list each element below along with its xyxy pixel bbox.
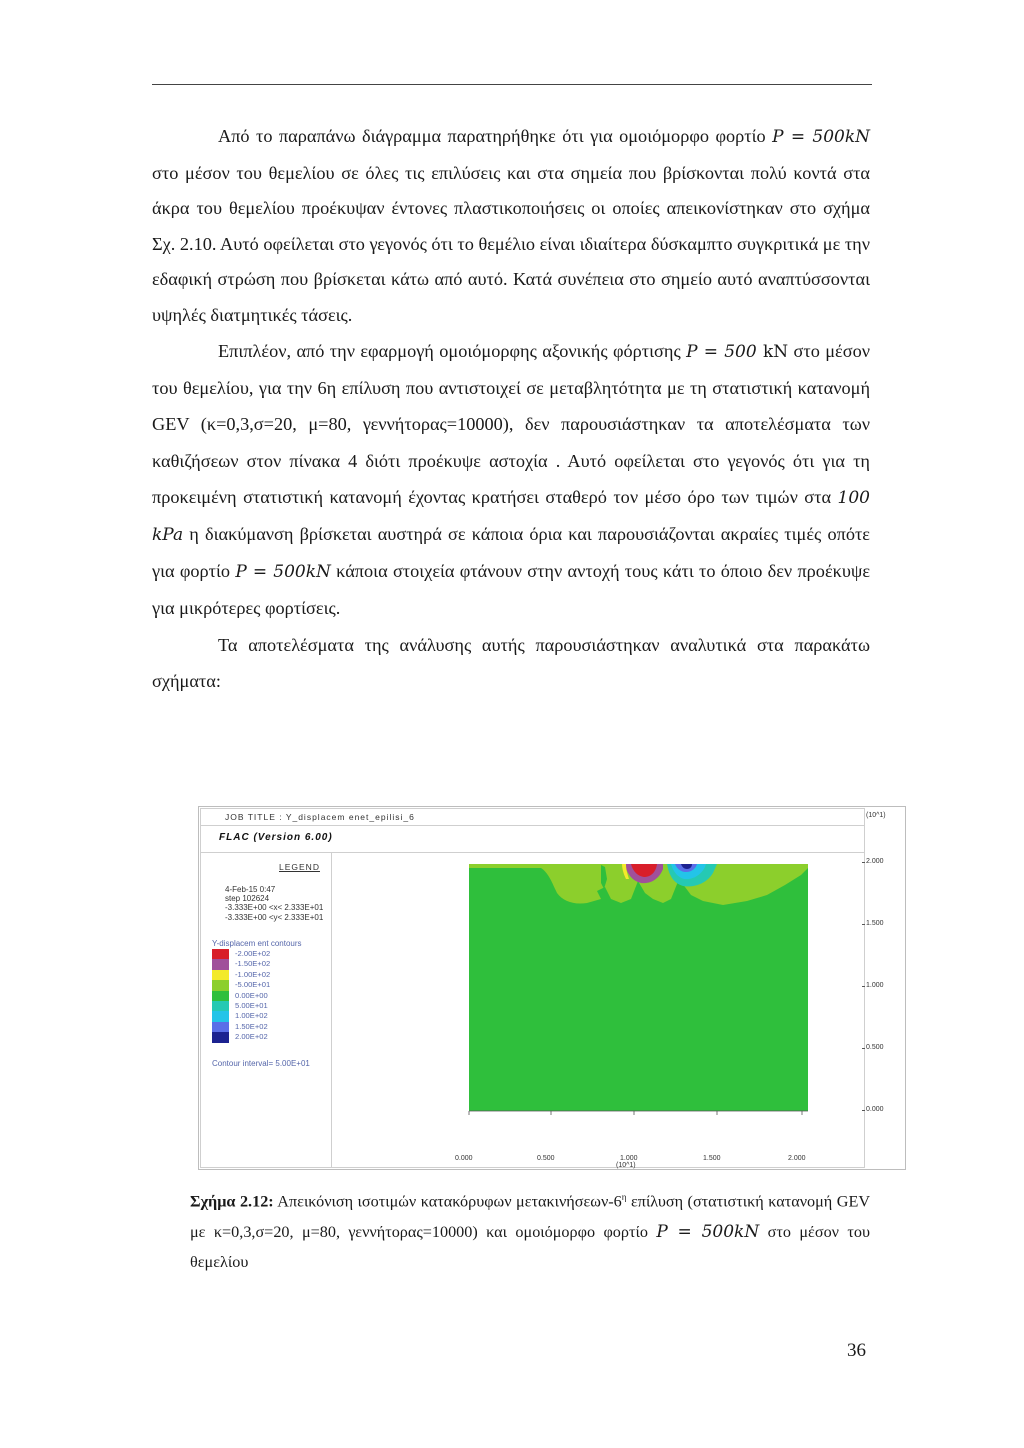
y-tick-mark [862,986,865,987]
contour-level-label: -5.00E+01 [235,980,271,990]
y-axis-panel [866,808,904,1168]
y-tick-label: 2.000 [866,858,884,865]
header-rule [152,84,872,85]
x-tick-marks [469,1111,802,1115]
paragraph-1-text-a: Από το παραπάνω διάγραμμα παρατηρήθηκε ότι για ομοιόμορφο φορτίο [218,126,766,146]
figure-panel [200,808,865,1168]
contour-level-label: 5.00E+01 [235,1000,268,1010]
x-tick-label: 1.500 [703,1155,721,1162]
math-load-p: P = 500kN [772,127,870,147]
y-tick-label: 1.500 [866,920,884,927]
paragraph-2-text-a: Επιπλέον, από την εφαρμογή ομοιόμορφης αξονικής φόρτισης [218,341,681,361]
contour-level-label: -1.00E+02 [235,969,271,979]
figure-flac-plot [198,806,906,1170]
x-tick-label: 0.500 [537,1155,555,1162]
y-tick-label: 0.000 [866,1106,884,1113]
y-tick-mark [862,1110,865,1111]
paragraph-3-text: Τα αποτελέσματα της ανάλυσης αυτής παρουσιάστηκαν αναλυτικά στα παρακάτω σχήματα: [152,634,870,691]
y-tick-label: 0.500 [866,1044,884,1051]
math-load-p-2: P = 500 [686,342,757,362]
legend-step: step 102624 [225,894,270,904]
legend-title: LEGEND [279,862,320,872]
y-tick-mark [862,862,865,863]
contours-heading: Y-displacem ent contours [212,939,302,948]
x-tick-label: 1.000 [620,1155,638,1162]
legend-x-range: -3.333E+00 <x< 2.333E+01 [225,903,324,913]
math-unit-kn: kN [762,342,789,362]
y-tick-mark [862,1048,865,1049]
x-tick-label: 2.000 [788,1155,806,1162]
caption-superscript: η [621,1192,627,1202]
page-number: 36 [847,1340,866,1361]
paragraph-2-text-b: στο μέσον του θεμελίου, για την 6η επίλυση που αντιστοιχεί σε μεταβλητότητα με τη στατιστική κατανομή GEV (κ=0,3,σ=20, μ=80, γεννήτορας=10000), δεν παρουσιάστηκαν τα αποτελέσματα των καθιζήσεων στον πίνακα 4 διότι προέκυψε αστοχία . Αυτό οφείλεται στο γεγονός ότι για τη προκειμένη στατιστική κατανομή έχοντας κρατήσει σταθερό τον μέσο όρο των τιμών στα [152,341,870,507]
contour-interval: Contour interval= 5.00E+01 [212,1059,310,1068]
paragraph-1 [152,119,870,333]
caption-text-a: Απεικόνιση ισοτιμών κατακόρυφων μετακινήσεων-6 [277,1192,622,1211]
contour-level-label: 1.00E+02 [235,1011,268,1021]
version-text: FLAC (Version 6.00) [219,832,333,843]
y-axis-unit: (10^1) [866,812,886,819]
caption-text-c: στο μέσον του θεμελίου [190,1222,871,1272]
y-tick-mark [862,924,865,925]
contour-plot [201,809,864,1167]
y-tick-label: 1.000 [866,982,884,989]
paragraph-1-text-b: στο μέσον του θεμελίου σε όλες τις επιλύσεις και στα σημεία που βρίσκονται πολύ κοντά στα άκρα του θεμελίου προέκυψαν έντονες πλαστικοποιήσεις οι οποίες απεικονίστηκαν στο σχήμα Σχ. 2.10. Αυτό οφείλεται στο γεγονός ότι το θεμέλιο είναι ιδιαίτερα δύσκαμπτο συγκριτικά με την εδαφική στρώση που βρίσκεται κάτω από αυτό. Κατά συνέπεια στο σημείο αυτό αναπτύσσονται υψηλές διατμητικές τάσεις. [152,162,870,325]
legend-y-range: -3.333E+00 <y< 2.333E+01 [225,912,324,922]
caption-math: P = 500kN [656,1221,760,1242]
contour-level-label: -2.00E+02 [235,949,271,958]
paragraph-3 [152,627,870,699]
caption-label: Σχήμα 2.12: [190,1192,274,1211]
job-title-text: JOB TITLE : Y_displacem enet_epilisi_6 [225,812,415,822]
math-kpa: 100 kPa [152,487,870,546]
caption-text-b: επίλυση (στατιστική κατανομή GEV με κ=0,3,σ=20, μ=80, γεννήτορας=10000) και ομοιόμορφο φορτίο [190,1192,871,1241]
contour-level-label: 2.00E+02 [235,1032,268,1042]
contour-level-label: 0.00E+00 [235,990,268,1000]
figure-caption [190,1182,870,1278]
contour-level-label: -1.50E+02 [235,959,271,969]
paragraph-2-text-c: η διακύμανση βρίσκεται αυστηρά σε κάποια όρια και παρουσιάζονται ακραίες τιμές οπότε για φορτίο [152,524,870,582]
x-axis-unit: (10^1) [616,1162,636,1169]
paragraph-2-text-d: κάποια στοιχεία φτάνουν στην αντοχή τους κάτι το όποιο δεν προέκυψε για μικρότερες φορτίσεις. [152,561,870,619]
x-tick-label: 0.000 [455,1155,473,1162]
body-text [152,119,870,699]
contour-level-label: 1.50E+02 [235,1021,268,1031]
math-load-p-3: P = 500kN [235,562,331,583]
paragraph-2 [152,333,870,627]
legend-date: 4-Feb-15 0:47 [225,885,276,894]
plot-background-field [469,864,808,1111]
